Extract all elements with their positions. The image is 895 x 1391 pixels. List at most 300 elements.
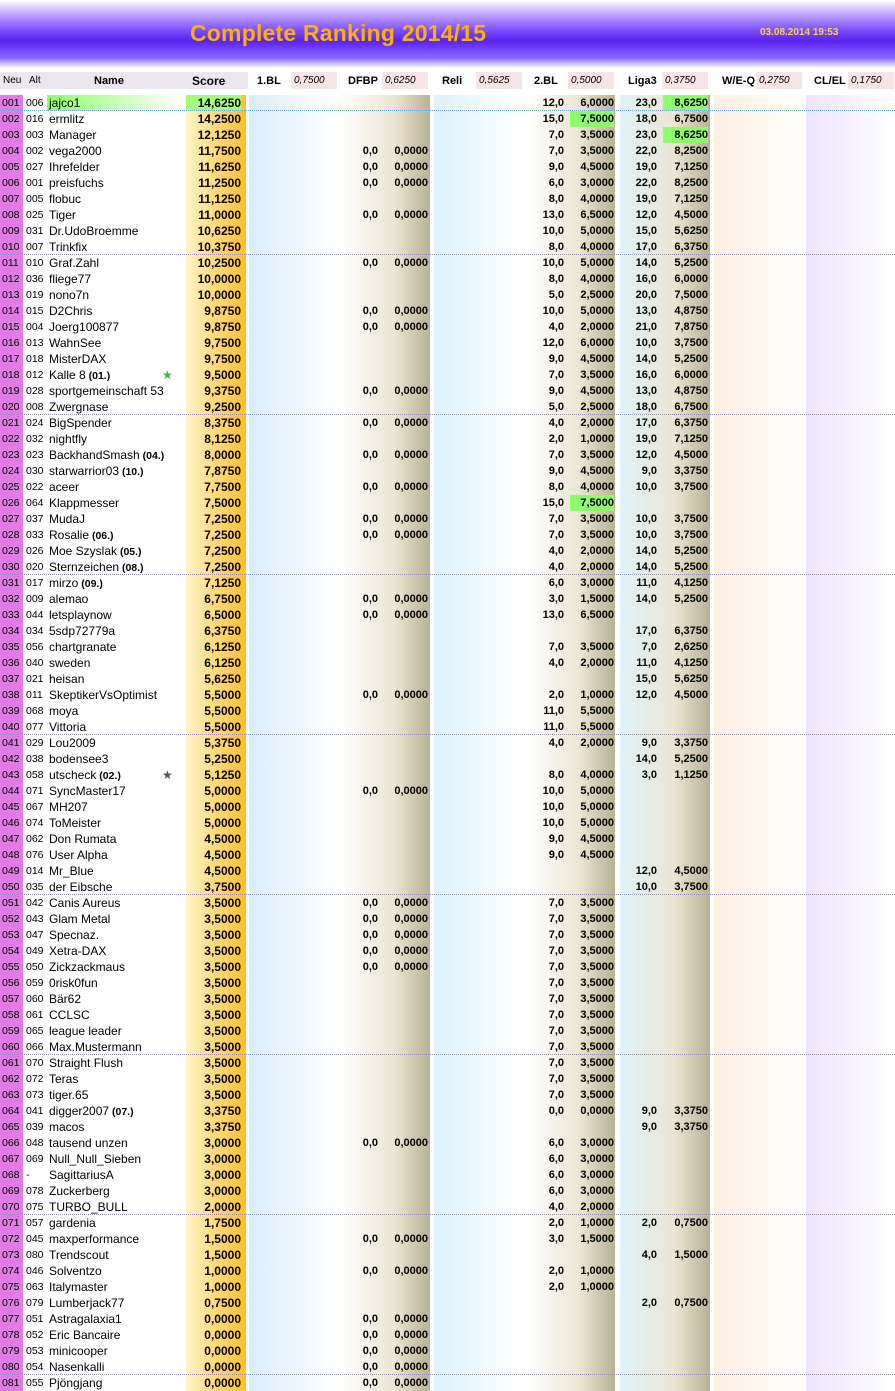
- bl2-points: 10,0: [542, 817, 564, 829]
- liga3-weighted: 8,6250: [663, 95, 708, 111]
- bl2-weighted: 4,5000: [580, 465, 614, 477]
- bl2-points: 6,0: [548, 1153, 564, 1165]
- total-score: 12,1250: [197, 128, 241, 142]
- player-name: [47, 975, 181, 991]
- table-row: [0, 447, 895, 463]
- star-icon: ★: [162, 368, 173, 382]
- previous-title-note: (02.): [96, 770, 121, 782]
- player-name: [47, 863, 181, 879]
- rank-old: 011: [26, 689, 43, 701]
- dfbp-points: 0,0: [362, 1345, 378, 1357]
- player-name: [47, 239, 181, 255]
- player-name: [47, 447, 181, 464]
- total-score: 8,3750: [204, 416, 241, 430]
- player-name: [47, 799, 181, 815]
- total-score: 5,6250: [204, 672, 241, 686]
- bl2-points: 2,0: [548, 1217, 564, 1229]
- previous-title-note: (04.): [139, 450, 165, 462]
- table-row: [0, 895, 895, 911]
- bl2-points: 0,0: [548, 1105, 564, 1117]
- liga3-weighted: 5,2500: [674, 593, 708, 605]
- player-name-text: utscheck: [49, 768, 97, 782]
- bl2-points: 6,0: [548, 1137, 564, 1149]
- liga3-weighted: 3,3750: [674, 465, 708, 477]
- liga3-points: 19,0: [635, 193, 657, 205]
- dfbp-weighted: 0,0000: [394, 1137, 428, 1149]
- liga3-points: 9,0: [641, 737, 657, 749]
- header-alt: Alt: [29, 75, 41, 86]
- table-row: [0, 1071, 895, 1087]
- bl2-weighted: 3,5000: [580, 641, 614, 653]
- rank-old: 007: [26, 241, 44, 253]
- rank-new: 021: [2, 417, 20, 429]
- comp-header-label: Reli: [442, 75, 463, 87]
- player-name-text: Solventzo: [49, 1264, 102, 1278]
- bl2-points: 7,0: [548, 929, 564, 941]
- rank-new: 027: [2, 513, 20, 525]
- rank-new: 072: [2, 1233, 20, 1245]
- total-score: 7,2500: [204, 512, 241, 526]
- table-row: [0, 863, 895, 879]
- rank-new: 003: [2, 129, 20, 141]
- comp-header-label: DFBP: [348, 75, 378, 87]
- player-name-text: Mr_Blue: [49, 864, 94, 878]
- rank-old: 058: [26, 769, 44, 781]
- player-name-text: Zuckerberg: [49, 1184, 110, 1198]
- rank-new: 045: [2, 801, 20, 813]
- liga3-weighted: 4,1250: [674, 577, 708, 589]
- table-row: [0, 847, 895, 863]
- rank-new: 012: [2, 273, 20, 285]
- table-row: [0, 1311, 895, 1327]
- rank-old: 033: [26, 529, 44, 541]
- bl2-points: 11,0: [543, 721, 564, 733]
- rank-old: 028: [26, 385, 44, 397]
- player-name-text: MisterDAX: [49, 352, 107, 366]
- bl2-points: 4,0: [548, 561, 564, 573]
- rank-new: 057: [2, 993, 20, 1005]
- player-name: [47, 1327, 181, 1343]
- rank-new: 049: [2, 865, 20, 877]
- player-name-text: Vittoria: [49, 720, 87, 734]
- bl2-points: 2,0: [548, 433, 564, 445]
- table-row: [0, 735, 895, 751]
- player-name-text: bodensee3: [49, 752, 109, 766]
- dfbp-points: 0,0: [362, 897, 378, 909]
- player-name: [47, 175, 181, 191]
- liga3-weighted: 5,2500: [674, 353, 708, 365]
- rank-new: 004: [2, 145, 20, 157]
- comp-header-factor: 0,6250: [385, 75, 416, 86]
- dfbp-weighted: 0,0000: [394, 481, 428, 493]
- rank-old: 052: [26, 1329, 44, 1341]
- player-name-text: maxperformance: [49, 1232, 140, 1246]
- liga3-points: 13,0: [635, 385, 657, 397]
- liga3-points: 23,0: [635, 129, 657, 141]
- bl2-weighted: 6,0000: [580, 337, 614, 349]
- liga3-points: 17,0: [635, 241, 657, 253]
- player-name: [47, 431, 181, 447]
- bl2-weighted: 3,0000: [580, 577, 614, 589]
- rank-new: 020: [2, 401, 20, 413]
- bl2-weighted: 4,5000: [580, 849, 614, 861]
- player-name: [47, 1039, 181, 1055]
- bl2-weighted: 2,0000: [580, 657, 614, 669]
- table-row: [0, 591, 895, 607]
- rank-old: 065: [26, 1025, 44, 1037]
- rank-old: 057: [26, 1217, 44, 1229]
- rank-new: 046: [2, 817, 20, 829]
- player-name-text: Straight Flush: [49, 1056, 124, 1070]
- bl2-points: 13,0: [542, 209, 564, 221]
- table-row: [0, 159, 895, 175]
- bl2-points: 4,0: [548, 1201, 564, 1213]
- table-row: [0, 927, 895, 943]
- bl2-weighted: 5,5000: [580, 705, 614, 717]
- comp-header-label: W/E-Q: [722, 75, 755, 87]
- bl2-points: 7,0: [548, 993, 564, 1005]
- bl2-points: 7,0: [548, 913, 564, 925]
- table-row: [0, 1343, 895, 1359]
- liga3-points: 14,0: [635, 561, 657, 573]
- table-row: [0, 95, 895, 111]
- table-row: [0, 559, 895, 575]
- rank-old: 040: [26, 657, 44, 669]
- dfbp-points: 0,0: [362, 689, 378, 701]
- dfbp-points: 0,0: [362, 785, 378, 797]
- player-name: [47, 1279, 181, 1295]
- rank-old: 008: [26, 401, 44, 413]
- rank-old: 041: [26, 1105, 44, 1117]
- player-name-text: Teras: [49, 1072, 79, 1086]
- total-score: 1,0000: [204, 1264, 241, 1278]
- rank-old: 060: [26, 993, 44, 1005]
- dfbp-points: 0,0: [362, 1377, 378, 1389]
- table-row: [0, 1007, 895, 1023]
- comp-header-factor: 0,7500: [294, 75, 325, 86]
- player-name: [47, 895, 181, 911]
- bl2-weighted: 1,0000: [580, 1281, 614, 1293]
- dfbp-weighted: 0,0000: [394, 145, 428, 157]
- player-name-text: Trendscout: [49, 1248, 109, 1262]
- rank-old: 003: [26, 129, 44, 141]
- bl2-points: 6,0: [548, 1169, 564, 1181]
- dfbp-points: 0,0: [362, 945, 378, 957]
- dfbp-points: 0,0: [362, 385, 378, 397]
- liga3-weighted: 6,3750: [674, 417, 708, 429]
- bl2-weighted: 3,0000: [580, 177, 614, 189]
- table-row: [0, 719, 895, 735]
- table-row: [0, 1087, 895, 1103]
- liga3-points: 11,0: [636, 657, 657, 669]
- liga3-weighted: 5,2500: [674, 257, 708, 269]
- liga3-points: 10,0: [635, 529, 657, 541]
- dfbp-weighted: 0,0000: [394, 593, 428, 605]
- bl2-weighted: 4,0000: [580, 241, 614, 253]
- liga3-weighted: 6,3750: [674, 241, 708, 253]
- bl2-points: 7,0: [548, 513, 564, 525]
- table-row: [0, 575, 895, 591]
- total-score: 9,8750: [204, 304, 241, 318]
- total-score: 9,5000: [204, 368, 241, 382]
- total-score: 4,5000: [204, 848, 241, 862]
- player-name: [47, 1231, 181, 1247]
- rank-old: 068: [26, 705, 44, 717]
- liga3-weighted: 3,7500: [674, 529, 708, 541]
- bl2-points: 2,0: [548, 1281, 564, 1293]
- bl2-weighted: 3,5000: [580, 369, 614, 381]
- bl2-points: 8,0: [548, 193, 564, 205]
- total-score: 5,1250: [204, 768, 241, 782]
- rank-old: 072: [26, 1073, 44, 1085]
- liga3-weighted: 7,5000: [674, 289, 708, 301]
- rank-old: 046: [26, 1265, 44, 1277]
- table-row: [0, 655, 895, 671]
- dfbp-weighted: 0,0000: [394, 945, 428, 957]
- total-score: 9,7500: [204, 352, 241, 366]
- dfbp-points: 0,0: [362, 161, 378, 173]
- player-name-text: flobuc: [49, 192, 82, 206]
- rank-new: 073: [2, 1249, 20, 1261]
- bl2-weighted: 5,5000: [580, 721, 614, 733]
- rank-old: -: [26, 1169, 30, 1181]
- rank-old: 016: [26, 113, 44, 125]
- bl2-weighted: 3,5000: [580, 977, 614, 989]
- rank-new: 039: [2, 705, 20, 717]
- liga3-weighted: 3,3750: [674, 737, 708, 749]
- rank-new: 029: [2, 545, 20, 557]
- bl2-weighted: 4,0000: [580, 769, 614, 781]
- rank-new: 061: [2, 1057, 20, 1069]
- total-score: 1,0000: [204, 1280, 241, 1294]
- table-row: [0, 1183, 895, 1199]
- table-row: [0, 335, 895, 351]
- comp-header-factor: 0,1750: [851, 75, 882, 86]
- rank-old: 030: [26, 465, 44, 477]
- dfbp-weighted: 0,0000: [394, 209, 428, 221]
- bl2-weighted: 4,5000: [580, 161, 614, 173]
- bl2-weighted: 3,5000: [580, 1041, 614, 1053]
- rank-old: 042: [26, 897, 44, 909]
- player-name-text: User Alpha: [49, 848, 108, 862]
- dfbp-weighted: 0,0000: [394, 1345, 428, 1357]
- player-name-text: Trinkfix: [49, 240, 88, 254]
- rank-new: 074: [2, 1265, 20, 1277]
- liga3-points: 12,0: [635, 209, 657, 221]
- player-name: [47, 767, 181, 784]
- player-name: [47, 719, 181, 735]
- player-name-text: chartgranate: [49, 640, 117, 654]
- rank-old: 067: [26, 801, 44, 813]
- comp-header-label: CL/EL: [814, 75, 846, 87]
- rank-old: 054: [26, 1361, 44, 1373]
- dfbp-points: 0,0: [362, 449, 378, 461]
- bl2-weighted: 6,0000: [580, 97, 614, 109]
- player-name: [47, 1167, 181, 1183]
- player-name-text: ermlitz: [49, 112, 85, 126]
- liga3-points: 2,0: [641, 1297, 657, 1309]
- player-name-text: Moe Szyslak: [49, 544, 118, 558]
- dfbp-weighted: 0,0000: [394, 1377, 428, 1389]
- total-score: 0,7500: [204, 1296, 241, 1310]
- dfbp-weighted: 0,0000: [394, 961, 428, 973]
- player-name: [47, 1247, 181, 1263]
- rank-new: 080: [2, 1361, 20, 1373]
- player-name-text: sportgemeinschaft 53: [49, 384, 164, 398]
- player-name: [47, 271, 181, 287]
- player-name: [47, 399, 181, 415]
- rank-new: 056: [2, 977, 20, 989]
- rank-new: 075: [2, 1281, 20, 1293]
- liga3-weighted: 7,1250: [674, 433, 708, 445]
- liga3-weighted: 5,2500: [674, 753, 708, 765]
- rank-old: 069: [26, 1153, 44, 1165]
- total-score: 3,5000: [204, 944, 241, 958]
- player-name-text: heisan: [49, 672, 85, 686]
- liga3-points: 14,0: [635, 257, 657, 269]
- rank-old: 019: [26, 289, 44, 301]
- liga3-weighted: 0,7500: [674, 1297, 708, 1309]
- total-score: 3,5000: [204, 976, 241, 990]
- total-score: 3,0000: [204, 1136, 241, 1150]
- bl2-weighted: 5,0000: [580, 817, 614, 829]
- total-score: 14,6250: [186, 95, 241, 111]
- dfbp-points: 0,0: [362, 529, 378, 541]
- rank-new: 052: [2, 913, 20, 925]
- rank-new: 032: [2, 593, 20, 605]
- player-name: [47, 95, 181, 111]
- rank-old: 023: [26, 449, 44, 461]
- table-row: [0, 1151, 895, 1167]
- table-row: [0, 703, 895, 719]
- rank-old: 051: [26, 1313, 44, 1325]
- dfbp-weighted: 0,0000: [394, 417, 428, 429]
- dfbp-weighted: 0,0000: [394, 449, 428, 461]
- player-name: [47, 783, 181, 799]
- bl2-points: 15,0: [542, 113, 564, 125]
- liga3-weighted: 6,3750: [674, 625, 708, 637]
- player-name: [47, 991, 181, 1007]
- bl2-weighted: 4,5000: [580, 833, 614, 845]
- total-score: 7,8750: [204, 464, 241, 478]
- dfbp-points: 0,0: [362, 1313, 378, 1325]
- player-name: [47, 927, 181, 943]
- bl2-weighted: 1,0000: [580, 433, 614, 445]
- timestamp: 03.08.2014 19:53: [760, 27, 839, 38]
- player-name-text: Xetra-DAX: [49, 944, 107, 958]
- bl2-weighted: 3,5000: [580, 129, 614, 141]
- player-name: [47, 847, 181, 863]
- dfbp-points: 0,0: [362, 961, 378, 973]
- table-row: [0, 1215, 895, 1231]
- total-score: 0,0000: [204, 1360, 241, 1374]
- player-name-text: Astragalaxia1: [49, 1312, 122, 1326]
- total-score: 5,5000: [204, 720, 241, 734]
- rank-old: 064: [26, 497, 44, 509]
- player-name: [47, 351, 181, 367]
- bl2-points: 6,0: [548, 177, 564, 189]
- dfbp-points: 0,0: [362, 321, 378, 333]
- player-name: [47, 191, 181, 207]
- player-name-text: mirzo: [49, 576, 79, 590]
- table-row: [0, 1023, 895, 1039]
- player-name: [47, 703, 181, 719]
- bl2-points: 11,0: [543, 705, 564, 717]
- rank-new: 026: [2, 497, 20, 509]
- rank-new: 065: [2, 1121, 20, 1133]
- table-row: [0, 1039, 895, 1055]
- table-row: [0, 607, 895, 623]
- bl2-points: 6,0: [548, 1185, 564, 1197]
- rank-new: 030: [2, 561, 20, 573]
- bl2-weighted: 3,0000: [580, 1185, 614, 1197]
- liga3-weighted: 7,1250: [674, 193, 708, 205]
- player-name-text: WahnSee: [49, 336, 102, 350]
- rank-new: 018: [2, 369, 20, 381]
- bl2-points: 3,0: [548, 1233, 564, 1245]
- total-score: 1,5000: [204, 1248, 241, 1262]
- player-name: [47, 1071, 181, 1087]
- player-name: [47, 1375, 181, 1391]
- liga3-points: 10,0: [635, 337, 657, 349]
- liga3-points: 14,0: [635, 753, 657, 765]
- rank-new: 063: [2, 1089, 20, 1101]
- liga3-weighted: 3,7500: [674, 881, 708, 893]
- table-row: [0, 975, 895, 991]
- bl2-points: 4,0: [548, 657, 564, 669]
- liga3-points: 14,0: [635, 545, 657, 557]
- bl2-points: 7,0: [548, 1009, 564, 1021]
- liga3-points: 19,0: [635, 433, 657, 445]
- dfbp-weighted: 0,0000: [394, 257, 428, 269]
- liga3-weighted: 8,2500: [674, 145, 708, 157]
- bl2-points: 7,0: [548, 1073, 564, 1085]
- player-name-text: jajco1: [49, 96, 81, 110]
- player-name-text: Eric Bancaire: [49, 1328, 121, 1342]
- player-name-text: Rosalie: [49, 528, 90, 542]
- previous-title-note: (08.): [119, 562, 144, 574]
- bl2-points: 9,0: [548, 849, 564, 861]
- player-name-text: Don Rumata: [49, 832, 117, 846]
- player-name: [47, 1023, 181, 1039]
- player-name-text: Ihrefelder: [49, 160, 100, 174]
- rank-new: 035: [2, 641, 20, 653]
- rank-old: 027: [26, 161, 44, 173]
- rank-old: 032: [26, 433, 44, 445]
- bl2-points: 8,0: [548, 481, 564, 493]
- player-name-text: Sternzeichen: [49, 560, 120, 574]
- rank-old: 029: [26, 737, 44, 749]
- player-name-text: Specnaz.: [49, 928, 100, 942]
- player-name-text: Max.Mustermann: [49, 1040, 142, 1054]
- bl2-points: 7,0: [548, 449, 564, 461]
- dfbp-weighted: 0,0000: [394, 897, 428, 909]
- player-name: [47, 1103, 181, 1120]
- player-name: [47, 751, 181, 767]
- bl2-points: 10,0: [542, 225, 564, 237]
- rank-new: 064: [2, 1105, 20, 1117]
- rank-old: 071: [26, 785, 44, 797]
- player-name: [47, 735, 181, 751]
- table-row: [0, 527, 895, 543]
- liga3-weighted: 1,1250: [674, 769, 708, 781]
- player-name: [47, 879, 181, 895]
- table-row: [0, 799, 895, 815]
- total-score: 5,0000: [204, 816, 241, 830]
- player-name-text: der Eibsche: [49, 880, 113, 894]
- dfbp-weighted: 0,0000: [394, 1329, 428, 1341]
- bl2-weighted: 3,5000: [580, 913, 614, 925]
